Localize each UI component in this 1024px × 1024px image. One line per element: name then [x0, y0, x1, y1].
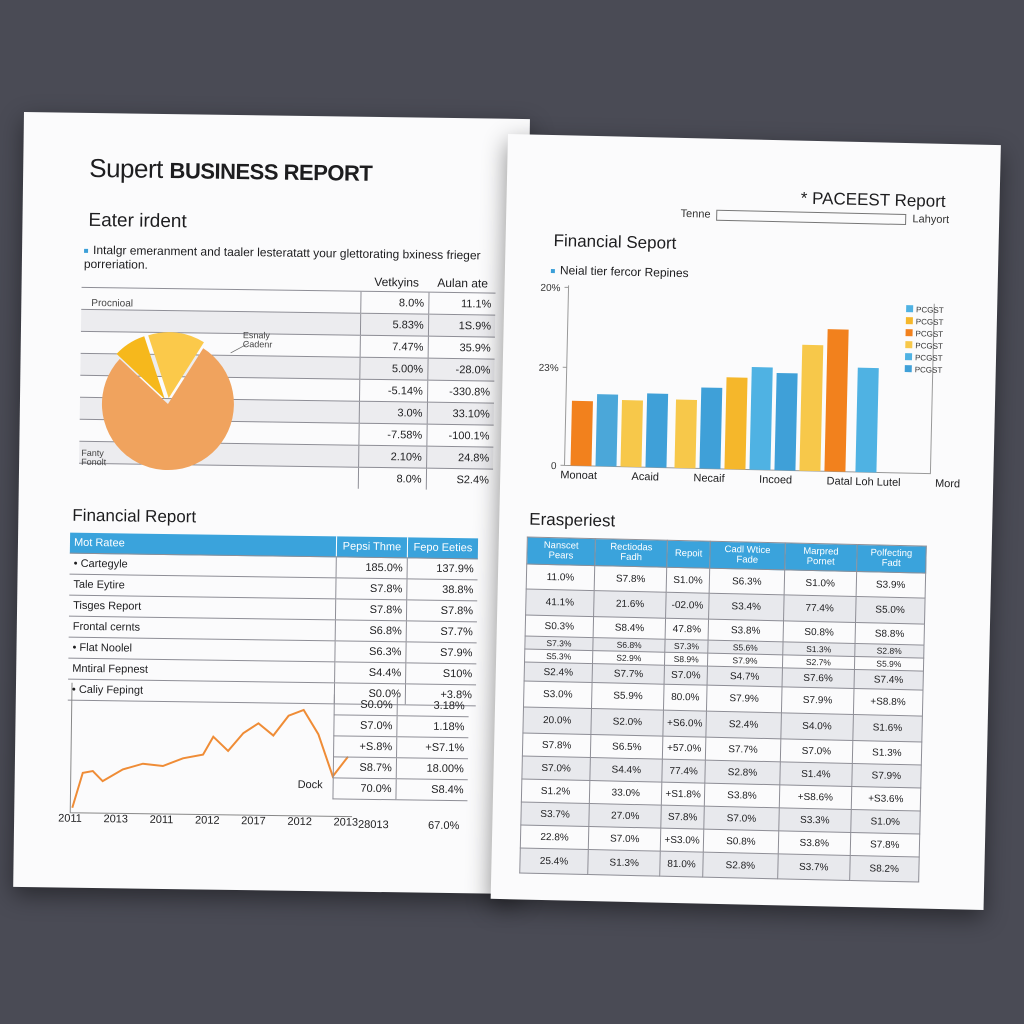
x-tick-label: Incoed	[758, 473, 793, 487]
pie-label-top-line2: Cadenr	[242, 339, 273, 350]
table-cell: S2.4%	[524, 662, 592, 683]
legend-label: PCGST	[914, 353, 943, 363]
table-cell: S2.4%	[426, 468, 493, 490]
table-cell: S7.0%	[664, 665, 707, 685]
row-label: Frontal cernts	[72, 620, 141, 634]
col-header-2: Aulan ate	[437, 275, 489, 291]
table-cell: S2.7%	[783, 655, 855, 670]
table-cell: S1.3%	[588, 850, 661, 877]
bar	[595, 394, 618, 466]
table-cell: 22.8%	[520, 825, 589, 850]
table-cell: S6.8%	[593, 638, 666, 653]
table-cell: 21.6%	[594, 591, 667, 619]
financial-bottom-a: 28013	[357, 818, 389, 832]
legend-swatch	[906, 329, 913, 336]
line-series	[72, 707, 348, 812]
table-cell: S3.8%	[708, 619, 784, 642]
table-row	[334, 694, 469, 716]
table-cell: S3.4%	[708, 593, 784, 621]
table-header-cell: Repoit	[667, 540, 710, 568]
exp-table	[519, 537, 927, 883]
table-cell: S5.9%	[854, 656, 924, 671]
legend-swatch	[905, 353, 912, 360]
table-cell: S8.9%	[665, 652, 708, 666]
table-cell: 1S.9%	[428, 314, 495, 337]
x-tick-label: Mord	[934, 477, 961, 491]
table-cell: S7.6%	[782, 668, 854, 689]
table-header-cell: Polfecting Fadt	[856, 545, 926, 574]
line-chart-label: Dock	[297, 778, 323, 792]
table-cell: S0.0%	[334, 683, 405, 705]
table-cell: S7.4%	[854, 669, 924, 690]
table-cell: S4.4%	[335, 662, 406, 684]
table-cell: 80.0%	[664, 684, 707, 711]
table-cell: S8.2%	[849, 855, 919, 882]
table-cell: S2.8%	[854, 643, 924, 658]
row-label: Cartegyle	[80, 557, 128, 571]
table-row	[333, 757, 468, 780]
table-cell: S8.4%	[593, 617, 666, 640]
table-cell: 11.1%	[428, 292, 495, 315]
table-cell: S3.8%	[704, 783, 780, 808]
table-cell: S7.9%	[707, 653, 783, 668]
legend-label: PCGST	[916, 305, 944, 315]
table-cell: S3.0%	[524, 681, 593, 709]
legend-swatch	[906, 305, 913, 312]
table-cell: S6.5%	[590, 735, 663, 760]
table-cell: -5.14%	[360, 379, 428, 402]
x-tick-label: 2012	[194, 814, 220, 827]
table-header-cell: Nanscet Pears	[527, 537, 596, 566]
table-header-cell: Pepsi Thme	[336, 536, 407, 557]
bullet-icon: •	[72, 641, 80, 654]
table-cell: S7.8%	[850, 832, 920, 857]
table-cell: S2.8%	[705, 760, 781, 785]
table-cell: S1.0%	[667, 567, 710, 593]
header-field-left: Tenne	[680, 207, 711, 221]
table-cell: 35.9%	[428, 336, 495, 359]
table-header-cell: Cadl Wtice Fade	[709, 541, 785, 570]
table-cell: -02.0%	[666, 592, 709, 619]
table-row	[334, 736, 469, 759]
table-cell: S10%	[406, 663, 477, 685]
summary-row-label: Procnioal	[91, 297, 134, 310]
row-label: Tisges Report	[73, 599, 142, 613]
table-cell: S6.8%	[335, 620, 406, 642]
report-title-strong: BUSINESS REPORT	[169, 158, 373, 186]
table-cell: +S.8%	[334, 736, 397, 758]
table-cell: S7.7%	[406, 621, 477, 643]
pie-label-bottom	[81, 449, 106, 467]
bullet-icon: •	[73, 557, 81, 570]
table-cell: S7.8%	[335, 599, 406, 621]
table-cell: 5.83%	[361, 313, 429, 336]
x-tick-label: Datal Loh Lutel	[826, 475, 901, 489]
bullet-icon	[551, 269, 555, 273]
y-tick-label: 0	[550, 461, 557, 473]
table-cell: S7.8%	[594, 566, 667, 593]
table-cell: S7.9%	[706, 685, 782, 713]
bar	[620, 400, 643, 467]
table-cell: S3.8%	[778, 831, 850, 856]
table-cell: S1.4%	[780, 762, 852, 787]
table-row	[334, 715, 469, 738]
y-tick-label: 23%	[538, 362, 559, 375]
row-label: Caliy Fepingt	[78, 683, 144, 697]
bar	[570, 401, 592, 466]
table-cell: S7.0%	[522, 756, 591, 781]
row-label: Tale Eytire	[73, 578, 125, 592]
table-cell: 77.4%	[662, 759, 705, 783]
table-cell: 5.00%	[360, 357, 428, 380]
table-cell: S7.3%	[525, 636, 593, 651]
table-cell: S0.8%	[703, 829, 779, 854]
table-cell: 8.0%	[361, 291, 429, 314]
table-cell: 20.0%	[523, 707, 592, 735]
x-tick-label: 2011	[149, 813, 174, 827]
table-cell: 38.8%	[407, 579, 478, 601]
y-tick-label: 20%	[540, 282, 561, 295]
table-cell: S5.9%	[592, 683, 665, 711]
col-header-1: Vetkyins	[374, 274, 420, 290]
bar	[674, 399, 697, 468]
pie-label-top	[243, 331, 273, 349]
table-cell: S7.9%	[781, 687, 853, 715]
x-tick-label: 2012	[287, 815, 312, 829]
financial-sub-text: Neial tier fercor Repines	[559, 263, 689, 281]
header-field-box[interactable]	[716, 209, 906, 224]
table-cell: 47.8%	[666, 618, 709, 640]
table-cell: 33.10%	[427, 402, 494, 425]
table-cell: S6.3%	[335, 641, 406, 663]
pie-label-top-line1: Esnaly	[242, 330, 270, 341]
table-cell: S5.3%	[525, 649, 593, 664]
table-cell: 24.8%	[426, 446, 493, 469]
table-cell: +S8.8%	[853, 688, 923, 716]
table-cell: S3.7%	[778, 854, 850, 881]
table-cell: S7.8%	[522, 733, 591, 758]
table-cell: -100.1%	[427, 424, 494, 447]
table-cell: 3.0%	[360, 401, 428, 424]
intro-heading: Eater irdent	[88, 209, 187, 233]
row-label: Flat Noolel	[79, 641, 133, 655]
legend-label: PCGST	[915, 329, 944, 339]
bar	[824, 329, 848, 472]
left-page	[13, 112, 530, 894]
table-cell: S7.7%	[592, 664, 665, 685]
table-cell: S7.0%	[704, 806, 780, 831]
table-cell: +57.0%	[663, 736, 706, 760]
bar	[774, 373, 797, 471]
table-cell: S7.8%	[336, 578, 407, 600]
table-row	[333, 778, 468, 801]
table-cell: +S7.1%	[397, 737, 469, 759]
table-cell: S8.7%	[333, 757, 396, 779]
financial-seport-heading: Financial Seport	[553, 231, 677, 253]
table-cell: S7.0%	[334, 715, 397, 737]
report-title-prefix: Supert	[89, 152, 164, 184]
table-cell: S7.7%	[705, 737, 781, 762]
table-header-cell: Marpred Pornet	[785, 543, 857, 572]
right-page	[491, 134, 1001, 910]
financial-bottom-b: 67.0%	[427, 819, 460, 833]
table-cell: 185.0%	[336, 557, 407, 579]
legend-swatch	[905, 365, 912, 372]
table-cell: 18.00%	[396, 758, 468, 780]
pie-label-bottom-line1: Fanty	[81, 447, 104, 459]
bar	[799, 345, 823, 471]
financial-heading: Financial Report	[72, 505, 197, 527]
table-cell: +3.8%	[405, 684, 476, 706]
table-cell: -28.0%	[427, 358, 494, 381]
table-cell: S2.0%	[591, 709, 664, 737]
bar-chart	[530, 275, 954, 484]
table-cell: S0.3%	[525, 615, 593, 638]
table-cell: 25.4%	[520, 848, 589, 875]
table-cell: S0.8%	[783, 621, 855, 644]
legend-label: PCGST	[915, 341, 943, 351]
table-cell: 2.10%	[359, 445, 427, 468]
report-title	[89, 153, 373, 188]
table-cell: S1.6%	[852, 714, 922, 742]
x-tick-label: 2013	[103, 813, 129, 826]
table-header-cell: Mot Ratee	[70, 533, 337, 557]
table-cell: 27.0%	[589, 804, 662, 829]
bar	[855, 368, 878, 473]
bar	[724, 377, 747, 469]
table-cell: +S8.6%	[779, 785, 851, 810]
legend-label: PCGST	[915, 317, 944, 327]
table-cell: 7.47%	[360, 335, 428, 358]
table-cell: +S6.0%	[663, 710, 706, 737]
bar-chart-axis	[564, 285, 934, 473]
bullet-icon	[84, 249, 88, 253]
table-cell: 3.18%	[397, 695, 469, 716]
table-cell: 41.1%	[526, 589, 595, 617]
exp-heading: Erasperiest	[529, 509, 616, 531]
table-cell: 81.0%	[660, 851, 703, 877]
table-cell: S1.0%	[784, 570, 856, 597]
pie-label-bottom-line2: Fonolt	[81, 456, 107, 468]
table-cell: S3.7%	[521, 802, 590, 827]
table-header-cell: Rectiodas Fadh	[595, 539, 668, 568]
table-cell: S7.9%	[406, 642, 477, 664]
bar	[645, 393, 668, 467]
table-cell: S3.9%	[856, 572, 926, 599]
table-cell: +S3.6%	[851, 786, 921, 811]
table-cell: S1.3%	[852, 740, 922, 765]
line-chart-axis	[70, 683, 354, 817]
x-tick-label: 2017	[241, 815, 266, 828]
table-cell: S4.4%	[590, 758, 663, 783]
table-cell: S7.0%	[780, 739, 852, 764]
table-cell: 70.0%	[333, 778, 396, 800]
table-cell: 137.9%	[407, 558, 478, 580]
table-cell: S2.4%	[706, 711, 782, 739]
x-tick-label: Necaif	[693, 472, 725, 486]
table-cell: S4.0%	[781, 713, 853, 741]
table-cell: S3.3%	[779, 808, 851, 833]
table-cell: S7.9%	[851, 763, 921, 788]
table-cell: -7.58%	[359, 423, 427, 446]
table-cell: 33.0%	[589, 781, 662, 806]
table-cell: S0.0%	[334, 694, 397, 715]
table-cell: +S3.0%	[661, 828, 704, 852]
bullet-icon: •	[71, 683, 79, 696]
bar	[749, 367, 772, 470]
legend-label: PCGST	[914, 365, 943, 375]
table-cell: S2.8%	[702, 852, 778, 879]
right-header-title: * PACEEST Report	[800, 188, 946, 211]
table-cell: S2.9%	[593, 651, 666, 666]
table-cell: -330.8%	[427, 380, 494, 403]
table-header-cell: Fepo Eeties	[407, 537, 478, 558]
intro-text-body: Intalgr emeranment and taaler lesteratatt your glettorating bxiness frieger porreriation.	[83, 242, 481, 272]
x-tick-label: Acaid	[631, 470, 660, 484]
table-cell: +S1.8%	[662, 782, 705, 806]
table-cell: S1.0%	[850, 809, 920, 834]
legend-swatch	[906, 317, 913, 324]
table-cell: S7.3%	[665, 639, 708, 653]
table-cell: S5.0%	[855, 597, 925, 625]
table-cell: S8.4%	[396, 779, 468, 801]
bar	[699, 387, 722, 468]
table-cell: S4.7%	[707, 666, 783, 687]
line-chart	[62, 673, 354, 827]
x-tick-label: 2011	[58, 812, 82, 825]
legend-swatch	[905, 341, 912, 348]
table-cell: S7.8%	[661, 805, 704, 829]
table-cell: S7.8%	[406, 600, 477, 622]
table-cell: 1.18%	[397, 716, 469, 738]
table-cell: S6.3%	[709, 568, 785, 595]
header-field-right: Lahyort	[912, 213, 950, 227]
table-cell: 77.4%	[784, 595, 856, 623]
table-cell: S1.2%	[521, 779, 590, 804]
table-cell: S5.6%	[708, 640, 784, 655]
x-tick-label: 2013	[333, 816, 359, 829]
financial-table-lower	[332, 694, 468, 801]
table-cell: S7.0%	[588, 827, 661, 852]
row-label: Mntiral Fepnest	[72, 662, 149, 676]
x-tick-label: Monoat	[560, 469, 598, 483]
table-cell: 11.0%	[526, 564, 595, 591]
table-cell: S1.3%	[783, 642, 855, 657]
table-cell: S8.8%	[855, 623, 925, 646]
table-cell: 8.0%	[359, 467, 427, 489]
